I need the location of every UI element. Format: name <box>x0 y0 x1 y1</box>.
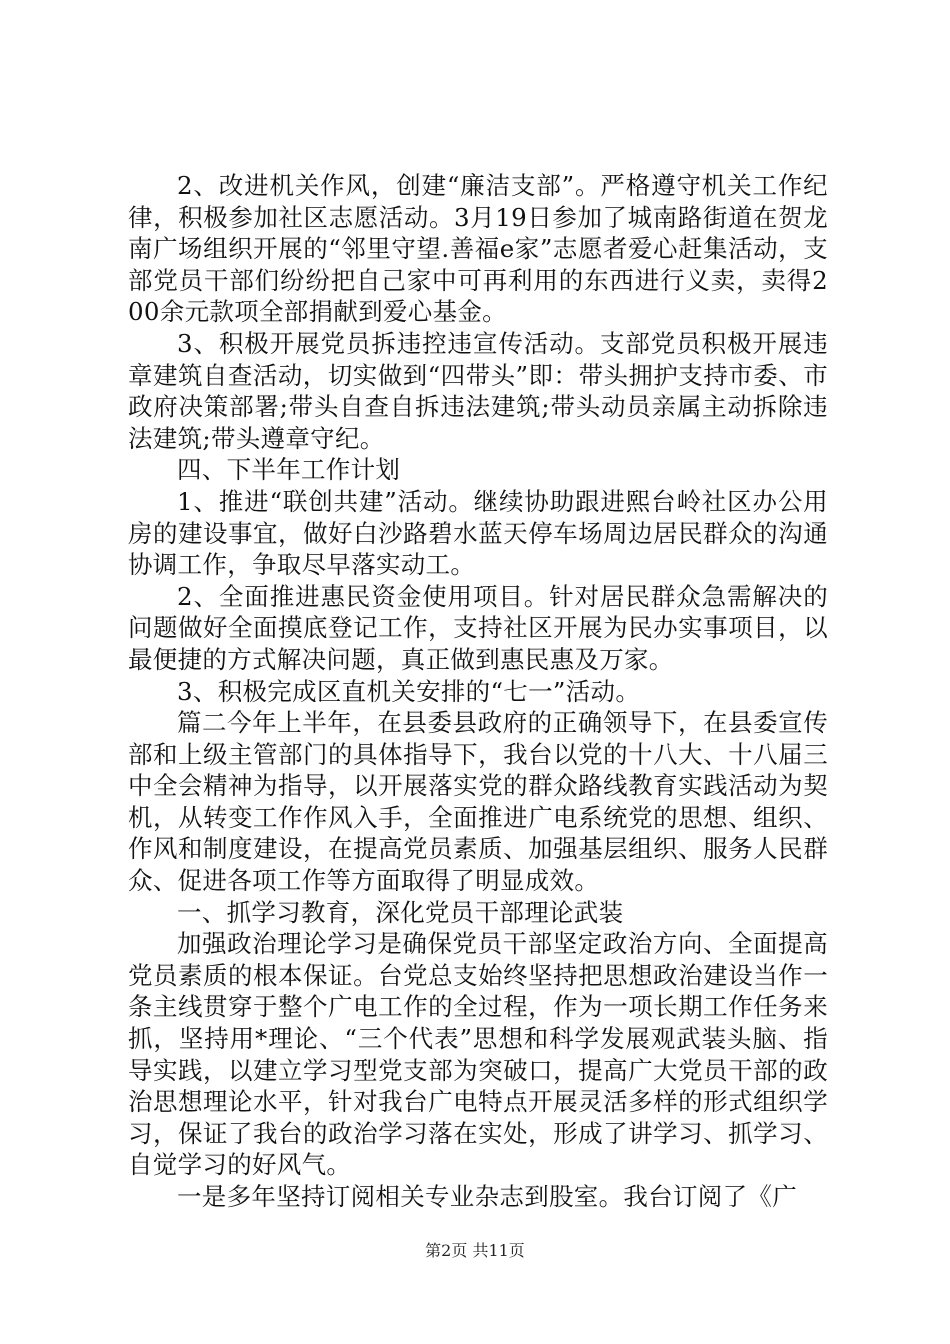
paragraph-joint-construction: 1、推进“联创共建”活动。继续协助跟进熙台岭社区办公用房的建设事宜，做好白沙路碧水蓝天停车场周边居民群众的沟通协调工作，争取尽早落实动工。 <box>128 486 828 580</box>
page-number-footer: 第2页 共11页 <box>425 1241 525 1260</box>
document-body <box>128 170 828 1213</box>
paragraph-july-first-activity: 3、积极完成区直机关安排的“七一”活动。 <box>177 676 641 706</box>
paragraph-improve-work-style: 2、改进机关作风，创建“廉洁支部”。严格遵守机关工作纪律，积极参加社区志愿活动。3月19日参加了城南路街道在贺龙南广场组织开展的“邻里守望.善福e家”志愿者爱心赶集活动，支部党员干部们纷纷把自己家中可再利用的东西进行义卖，卖得200余元款项全部捐献到爱心基金。 <box>128 171 828 327</box>
paragraph-magazine-subscription: 一是多年坚持订阅相关专业杂志到股室。我台订阅了《广 <box>177 1182 797 1211</box>
paragraph-anti-illegal-building: 3、积极开展党员拆违控违宣传活动。支部党员积极开展违章建筑自查活动，切实做到“四带头”即：带头拥护支持市委、市政府决策部署;带头自查自拆违法建筑;带头动员亲属主动拆除违法建筑;带头遵章守纪。 <box>128 328 828 453</box>
section-heading-study-education: 一、抓学习教育，深化党员干部理论武装 <box>177 897 624 927</box>
paragraph-part-two-intro: 篇二今年上半年，在县委县政府的正确领导下，在县委宣传部和上级主管部门的具体指导下，我台以党的十八大、十八届三中全会精神为指导，以开展落实党的群众路线教育实践活动为契机，从转变工作作风入手，全面推进广电系统党的思想、组织、作风和制度建设，在提高党员素质、加强基层组织、服务人民群众、促进各项工作等方面取得了明显成效。 <box>128 708 828 896</box>
paragraph-benefit-fund: 2、全面推进惠民资金使用项目。针对居民群众急需解决的问题做好全面摸底登记工作，支持社区开展为民办实事项目，以最便捷的方式解决问题，真正做到惠民惠及万家。 <box>128 581 828 674</box>
paragraph-political-study: 加强政治理论学习是确保党员干部坚定政治方向、全面提高党员素质的根本保证。台党总支始终坚持把思想政治建设当作一条主线贯穿于整个广电工作的全过程，作为一项长期工作任务来抓，坚持用*理论、“三个代表”思想和科学发展观武装头脑、指导实践，以建立学习型党支部为突破口，提高广大党员干部的政治思想理论水平，针对我台广电特点开展灵活多样的形式组织学习，保证了我台的政治学习落在实处，形成了讲学习、抓学习、自觉学习的好风气。 <box>128 929 828 1180</box>
section-heading-second-half-plan: 四、下半年工作计划 <box>177 455 401 485</box>
